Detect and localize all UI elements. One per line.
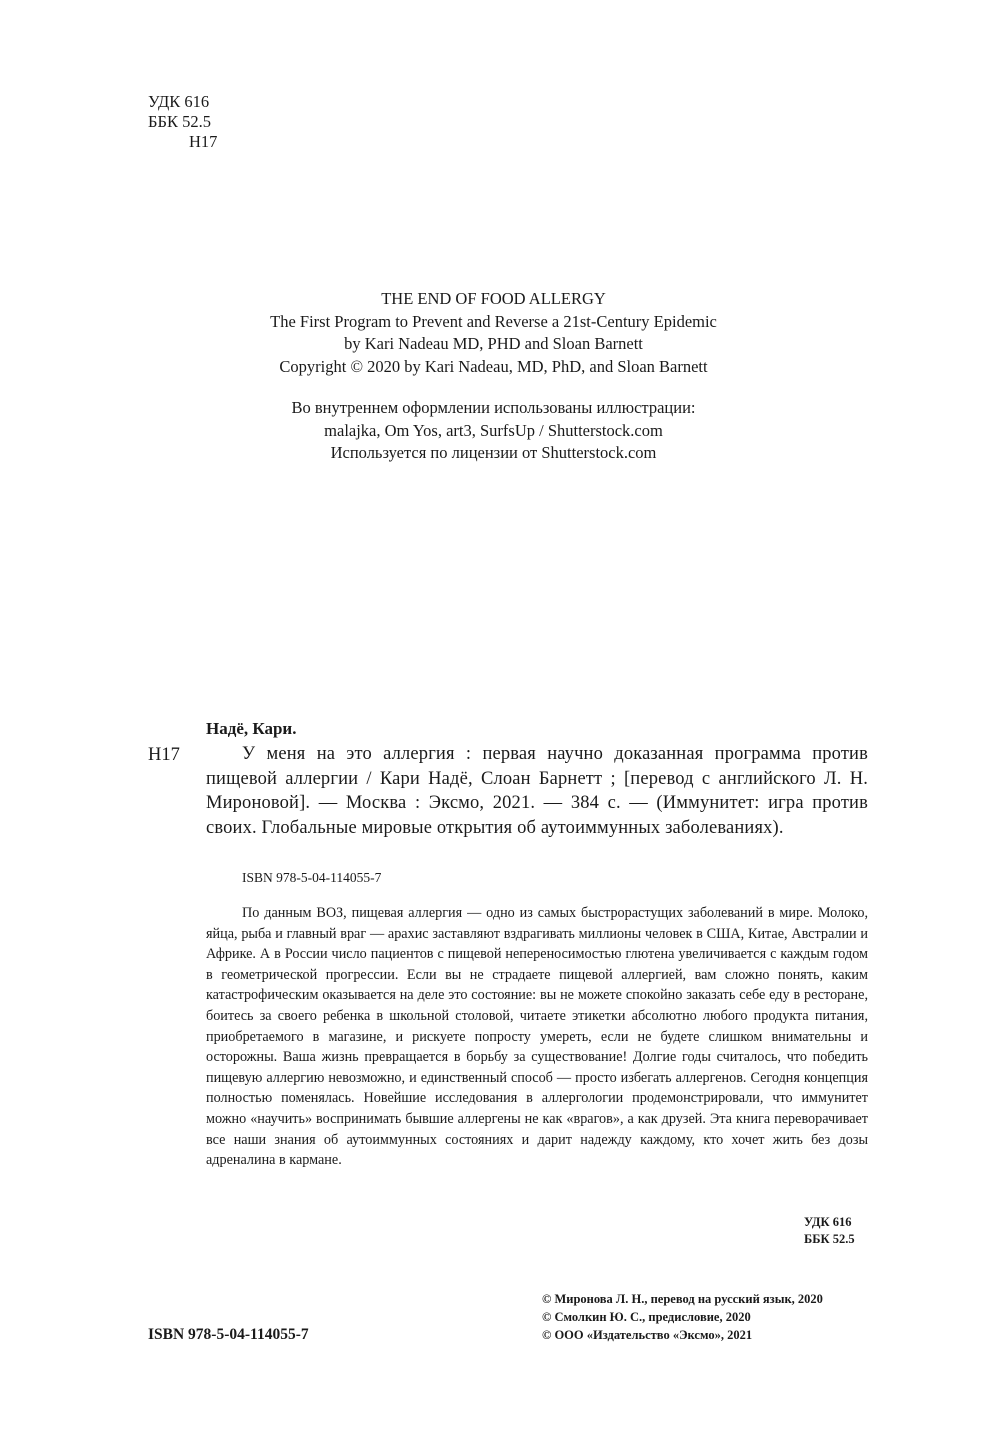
author-sign: Н17: [189, 132, 218, 151]
copyright-foreword: © Смолкин Ю. С., предисловие, 2020: [542, 1310, 751, 1324]
annotation-codes: [804, 1214, 855, 1247]
annotation-udk: УДК 616: [804, 1215, 852, 1229]
bibliographic-isbn: ISBN 978-5-04-114055-7: [242, 870, 382, 885]
illustrations-line-2: malajka, Om Yos, art3, SurfsUp / Shutterstock.com: [324, 420, 663, 440]
bbk-code: ББК 52.5: [148, 112, 211, 131]
copyright-notices: [542, 1290, 823, 1344]
original-copyright: Copyright © 2020 by Kari Nadeau, MD, PhD, and Sloan Barnett: [279, 356, 708, 376]
bibliographic-code: Н17: [148, 745, 180, 765]
illustrations-credit: [0, 397, 987, 465]
annotation-bbk: ББК 52.5: [804, 1231, 855, 1246]
annotation-text: По данным ВОЗ, пищевая аллергия — одно из самых быстрорастущих заболеваний в мире. Молоко, яйца, рыба и главный враг — арахис заставляют вздрагивать миллионы человек в США, Китае, Австралии и Африке. А в России число пациентов с пищевой непереносимостью глютена увеличивается с каждым годом в геометрической прогрессии. Если вы не страдаете пищевой аллергией, вам сложно понять, каким катастрофическим оказывается на деле это состояние: вы не можете спокойно заказать себе еду в ресторане, боитесь за своего ребенка в школьной столовой, читаете этикетки абсолютно любого продукта питания, приобретаемого в магазине, и рискуете попросту умереть, если не будете слишком внимательны и осторожны. Ваша жизнь превращается в борьбу за существование! Долгие годы считалось, что победить пищевую аллергию невозможно, и единственный способ — просто избегать аллергенов. Сегодня концепция полностью поменялась. Новейшие исследования в аллергологии продемонстрировали, что иммунитет можно «научить» воспринимать бывшие аллергены не как «врагов», а как друзей. Эта книга переворачивает все наши знания об аутоиммунных состояниях и дарит надежду каждому, кто хочет жить без дозы адреналина в кармане.: [206, 905, 868, 1169]
original-edition-block: [0, 288, 987, 378]
isbn-bottom: ISBN 978-5-04-114055-7: [148, 1326, 309, 1343]
bibliographic-description: У меня на это аллергия : первая научно доказанная программа против пищевой аллергии / Кари Надё, Слоан Барнетт ; [перевод с английского Л. Н. Мироновой]. — Москва : Эксмо, 2021. — 384 с. — (Иммунитет: игра против своих. Глобальные мировые открытия об аутоиммунных заболеваниях).: [206, 744, 868, 838]
illustrations-line-1: Во внутреннем оформлении использованы иллюстрации:: [291, 398, 696, 417]
original-byline: by Kari Nadeau MD, PHD and Sloan Barnett: [344, 334, 643, 353]
classification-block: [148, 92, 217, 152]
udk-code: УДК 616: [148, 92, 210, 111]
illustrations-line-3: Используется по лицензии от Shutterstock.com: [330, 443, 657, 462]
copyright-publisher: © ООО «Издательство «Эксмо», 2021: [542, 1328, 753, 1342]
original-subtitle: The First Program to Prevent and Reverse a 21st-Century Epidemic: [270, 311, 717, 331]
original-title: THE END OF FOOD ALLERGY: [381, 289, 606, 308]
bibliographic-author: Надё, Кари.: [206, 719, 297, 738]
copyright-translation: © Миронова Л. Н., перевод на русский язык, 2020: [542, 1292, 823, 1306]
